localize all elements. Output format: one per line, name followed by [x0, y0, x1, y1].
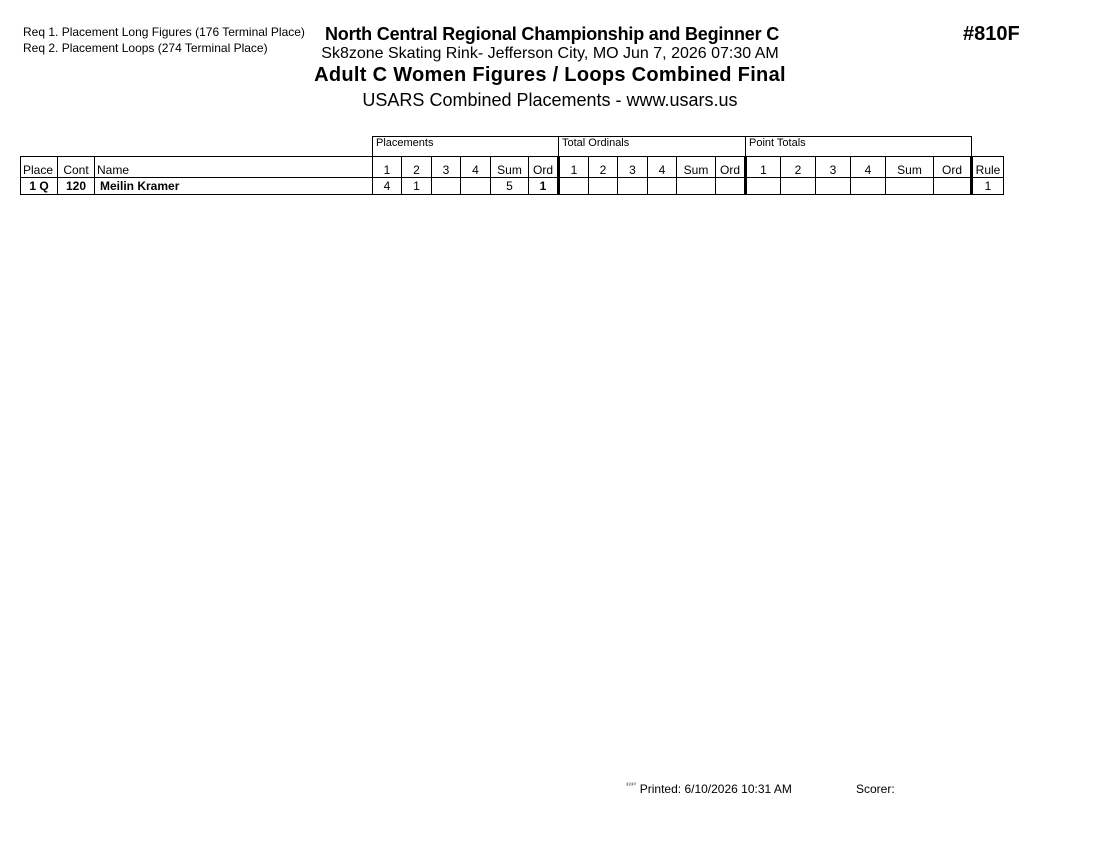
cell-placements-3 [432, 178, 461, 195]
results-table [20, 136, 1004, 195]
requirement-1: Req 1. Placement Long Figures (176 Terminal Place) [23, 25, 305, 39]
col-placements-2: 2 [402, 157, 432, 178]
cell-name: Meilin Kramer [95, 178, 373, 195]
printed-timestamp: Printed: 6/10/2026 10:31 AM [639, 782, 792, 796]
col-placements-3: 3 [432, 157, 461, 178]
col-place: Place [21, 157, 58, 178]
table-row [21, 178, 1004, 195]
col-ordinals-4: 4 [648, 157, 677, 178]
cell-placements-2: 1 [402, 178, 432, 195]
cell-ordinals-2 [589, 178, 618, 195]
cell-placements-ord: 1 [529, 178, 559, 195]
cell-placements-4 [461, 178, 491, 195]
cell-rule: 1 [972, 178, 1004, 195]
cell-points-1 [746, 178, 781, 195]
cell-placements-1: 4 [373, 178, 402, 195]
col-ordinals-1: 1 [559, 157, 589, 178]
col-placements-4: 4 [461, 157, 491, 178]
cell-points-3 [816, 178, 851, 195]
col-points-2: 2 [781, 157, 816, 178]
scorer-label: Scorer: [856, 782, 895, 796]
col-cont: Cont [58, 157, 95, 178]
cell-placements-sum: 5 [491, 178, 529, 195]
cell-ordinals-1 [559, 178, 589, 195]
col-points-sum: Sum [886, 157, 934, 178]
championship-title: North Central Regional Championship and Beginner C [324, 24, 780, 44]
col-placements-ord: Ord [529, 157, 559, 178]
col-placements-sum: Sum [491, 157, 529, 178]
col-rule: Rule [972, 157, 1004, 178]
col-points-1: 1 [746, 157, 781, 178]
group-point-totals: Point Totals [746, 137, 972, 157]
cell-points-ord [934, 178, 972, 195]
cell-ordinals-4 [648, 178, 677, 195]
cell-place: 1 Q [21, 178, 58, 195]
print-footer [626, 782, 792, 796]
col-points-3: 3 [816, 157, 851, 178]
event-title: Adult C Women Figures / Loops Combined Final [314, 64, 786, 86]
col-points-ord: Ord [934, 157, 972, 178]
group-placements: Placements [373, 137, 559, 157]
col-ordinals-sum: Sum [677, 157, 716, 178]
col-placements-1: 1 [373, 157, 402, 178]
event-number: #810F [963, 23, 1020, 45]
group-total-ordinals: Total Ordinals [559, 137, 746, 157]
header-row [21, 157, 1004, 178]
footer-code: ³³³⁰ [626, 783, 637, 789]
subtitle: USARS Combined Placements - www.usars.us [362, 90, 738, 110]
col-ordinals-ord: Ord [716, 157, 746, 178]
venue-line: Sk8zone Skating Rink- Jefferson City, MO Jun 7, 2026 07:30 AM [321, 45, 779, 62]
cell-points-sum [886, 178, 934, 195]
requirement-2: Req 2. Placement Loops (274 Terminal Place) [23, 41, 268, 55]
cell-ordinals-ord [716, 178, 746, 195]
col-ordinals-3: 3 [618, 157, 648, 178]
cell-ordinals-sum [677, 178, 716, 195]
col-name: Name [95, 157, 373, 178]
col-ordinals-2: 2 [589, 157, 618, 178]
cell-points-2 [781, 178, 816, 195]
cell-points-4 [851, 178, 886, 195]
cell-cont: 120 [58, 178, 95, 195]
col-points-4: 4 [851, 157, 886, 178]
cell-ordinals-3 [618, 178, 648, 195]
